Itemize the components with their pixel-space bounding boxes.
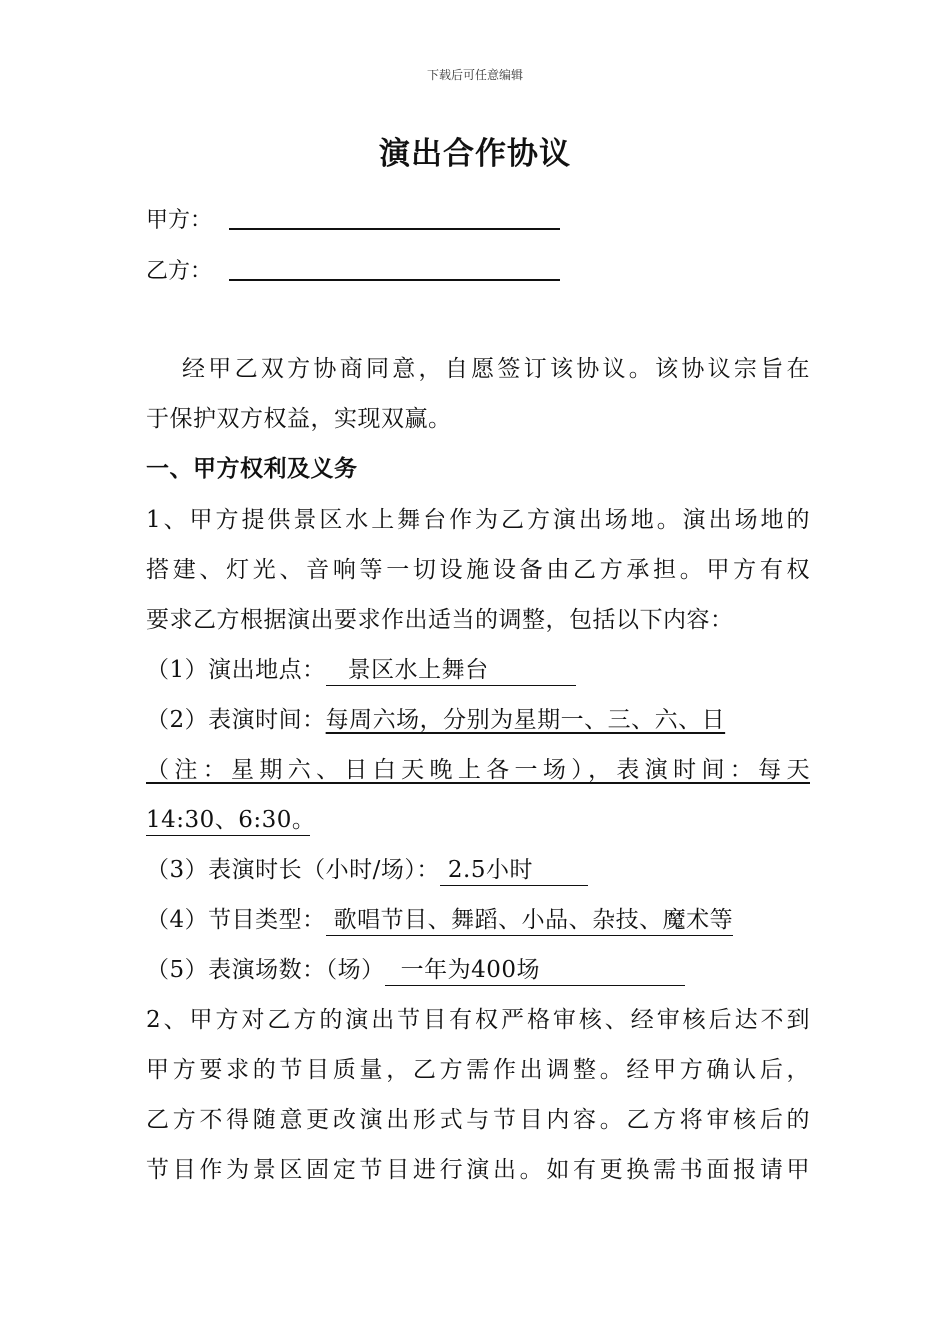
detail-location-label: （1）演出地点： bbox=[146, 657, 326, 683]
item-1-line-2: 搭建、灯光、音响等一切设施设备由乙方承担。甲方有权 bbox=[146, 557, 810, 583]
detail-time-value-2: （注：星期六、日白天晚上各一场），表演时间：每天 bbox=[146, 757, 810, 783]
detail-duration-label: （3）表演时长（小时/场）： bbox=[146, 857, 440, 883]
detail-time-line-3 bbox=[146, 802, 810, 838]
item-2-line-4: 节目作为景区固定节目进行演出。如有更换需书面报请甲 bbox=[146, 1157, 810, 1183]
detail-type-label: （4）节目类型： bbox=[146, 907, 326, 933]
detail-count-value: 一年为400场 bbox=[385, 955, 685, 986]
party-b-line bbox=[146, 257, 212, 287]
item-2-line-3: 乙方不得随意更改演出形式与节目内容。乙方将审核后的 bbox=[146, 1107, 810, 1133]
item-1-line-1: 1、甲方提供景区水上舞台作为乙方演出场地。演出场地的 bbox=[146, 507, 810, 533]
section-1-heading: 一、甲方权利及义务 bbox=[146, 455, 358, 482]
detail-duration-value: 2.5小时 bbox=[440, 855, 588, 886]
party-a-blank bbox=[229, 228, 560, 230]
item-2-line-1: 2、甲方对乙方的演出节目有权严格审核、经审核后达不到 bbox=[146, 1007, 810, 1033]
detail-time bbox=[146, 702, 810, 738]
detail-time-label: （2）表演时间： bbox=[146, 707, 326, 733]
item-2-line-2: 甲方要求的节目质量，乙方需作出调整。经甲方确认后， bbox=[146, 1057, 810, 1083]
detail-type bbox=[146, 902, 810, 938]
party-a-line bbox=[146, 206, 212, 236]
party-b-label: 乙方： bbox=[146, 259, 213, 284]
detail-location bbox=[146, 652, 810, 688]
detail-time-value-1: 每周六场，分别为星期一、三、六、日 bbox=[325, 707, 726, 733]
detail-duration bbox=[146, 852, 810, 888]
party-b-blank bbox=[229, 279, 560, 281]
header-note: 下载后可任意编辑 bbox=[426, 68, 523, 82]
detail-location-value: 景区水上舞台 bbox=[326, 655, 576, 686]
intro-line-2: 于保护双方权益，实现双赢。 bbox=[146, 406, 452, 432]
item-1-line-3: 要求乙方根据演出要求作出适当的调整，包括以下内容： bbox=[146, 607, 734, 633]
detail-count-label: （5）表演场数：（场） bbox=[146, 957, 385, 983]
detail-count bbox=[146, 952, 810, 988]
document-title: 演出合作协议 bbox=[379, 136, 571, 172]
party-a-label: 甲方： bbox=[146, 208, 213, 233]
detail-time-value-3: 14:30、6:30。 bbox=[146, 805, 310, 836]
detail-type-value: 歌唱节目、舞蹈、小品、杂技、魔术等 bbox=[326, 905, 734, 936]
intro-line-1: 经甲乙双方协商同意，自愿签订该协议。该协议宗旨在 bbox=[182, 356, 810, 382]
